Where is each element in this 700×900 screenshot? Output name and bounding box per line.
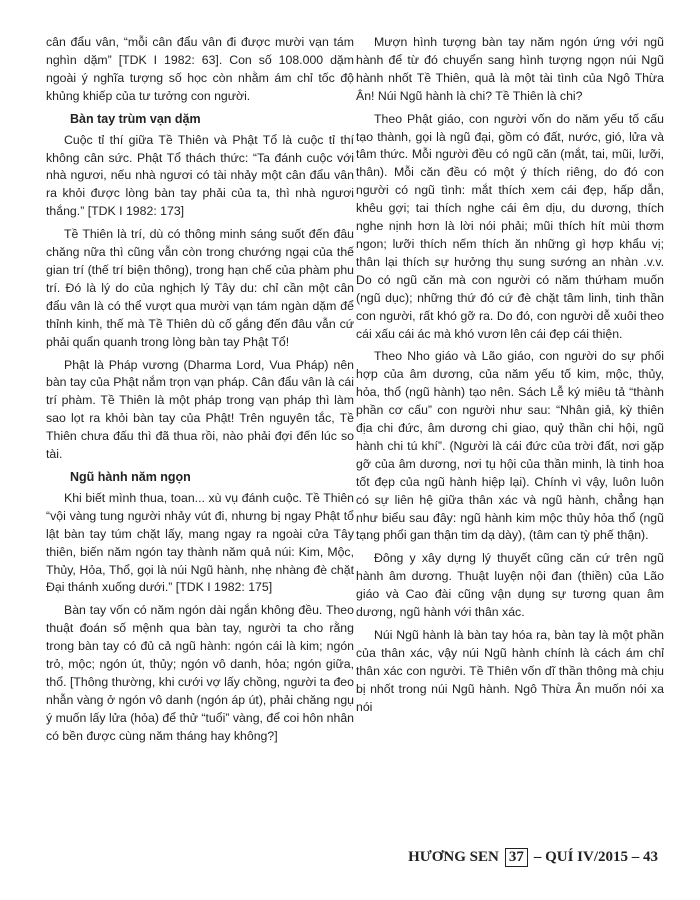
paragraph: Tề Thiên là trí, dù có thông minh sáng suốt đến đâu chăng nữa thì cũng vẫn còn trong chướng ngại của thế gian trí (thế trí biện thông), trong hạn chế của phàm phu trí. Đó là lý do của nghịch lý Tây du: chỉ cần một cân đẩu vân là có thể vượt qua mười vạn tám ngàn dặm để thỉnh kinh, thế mà Tề Thiên dù cố gắng đến đâu vẫn cứ phải quẩn quanh trong lòng bàn tay Phật Tổ! (46, 227, 354, 349)
paragraph: Mượn hình tượng bàn tay năm ngón ứng với ngũ hành để từ đó chuyển sang hình tượng ngọn núi Ngũ hành nhốt Tề Thiên, quả là một tài tình của Ngô Thừa Ân! Núi Ngũ hành là chi? Tề Thiên là chi? (356, 35, 664, 103)
magazine-title: HƯƠNG SEN (408, 849, 499, 865)
section-heading: Bàn tay trùm vạn dặm (70, 111, 201, 126)
paragraph: Cuộc tỉ thí giữa Tề Thiên và Phật Tổ là cuộc tỉ thí không cân sức. Phật Tổ thách thức: “Ta đánh cuộc với nhà ngươi, nếu nhà ngươi có tài nhảy một cân đẩu vân ra khỏi được lòng bàn tay phải của ta, thì nhà ngươi thắng.” [TDK I 1982: 173] (46, 132, 354, 219)
left-column (46, 34, 354, 751)
right-column (356, 34, 664, 722)
paragraph: Theo Phật giáo, con người vốn do năm yếu tố cấu tạo thành, gọi là ngũ đại, gồm có đất, nước, gió, lửa và tâm thức. Mỗi người đều có ngũ căn (mắt, tai, mũi, lưỡi, thân). Mỗi căn đều có một ý thích riêng, do đó con người có ngũ tình: mắt thích xem cái đẹp, hấp dẫn, khêu gợi; tai thích nghe cái êm dịu, du dương, thích nghe nịnh hơn là lời nói phải; mũi thích hít mùi thơm ngon; lưỡi thích nếm thích ăn những gì hợp khẩu vị; thân lại thích sự hưởng thụ sung sướng an nhàn .v.v. Do có ngũ căn mà con người có năm thứham muốn (ngũ dục); những thứ đó cứ đè chặt tâm linh, tinh thần con người, rất khó gỡ ra. Do đó, con người dễ xuôi theo cái xấu cái ác mà khó vươn lên cái đẹp cái thiện. (356, 111, 664, 341)
section-heading: Ngũ hành năm ngọn (70, 469, 191, 484)
page-number: 37 (505, 848, 528, 867)
paragraph: cân đẩu vân, “mỗi cân đẩu vân đi được mười vạn tám nghìn dặm” [TDK I 1982: 63]. Con số 108.000 dặm ngoài ý nghĩa tượng số học còn nhằm ám chỉ tốc độ khủng khiếp của tư tưởng con người. (46, 35, 354, 103)
issue-label: – QUÍ IV/2015 – 43 (533, 849, 658, 865)
paragraph: Núi Ngũ hành là bàn tay hóa ra, bàn tay là một phần của thân xác, vậy núi Ngũ hành chính là cách ám chỉ thân xác con người. Tề Thiên vốn dĩ thần thông mà chịu bị nhốt trong núi Ngũ hành. Ngô Thừa Ân muốn nói xa nói (356, 628, 664, 714)
paragraph: Đông y xây dựng lý thuyết cũng căn cứ trên ngũ hành âm dương. Thuật luyện nội đan (thiền) của Lão giáo và Cao đài cũng vận dụng sự tương quan âm dương, ngũ hành với thân xác. (356, 551, 664, 620)
paragraph: Phật là Pháp vương (Dharma Lord, Vua Pháp) nên bàn tay của Phật nắm trọn vạn pháp. Cân đẩu vân là cái trí phàm. Tề Thiên là một pháp trong vạn pháp thì làm sao lọt ra khỏi bàn tay của Phật! Trên nguyên tắc, Tề Thiên chưa đấu thì đã thua rồi, nào phải đợi đến lúc so tài. (46, 357, 354, 462)
page-footer (408, 848, 658, 867)
paragraph: Khi biết mình thua, toan... xù vụ đánh cuộc. Tề Thiên “vội vàng tung người nhảy vút đi, nhưng bị ngay Phật tổ lật bàn tay túm chặt lấy, mang ngay ra ngoài cửa Tây thiên, biến năm ngón tay thành năm quả núi: Kim, Mộc, Thủy, Hỏa, Thổ, gọi là núi Ngũ hành, nhẹ nhàng đè chặt Đại thánh xuống dưới.” [TDK I 1982: 175] (46, 490, 354, 595)
paragraph: Theo Nho giáo và Lão giáo, con người do sự phối hợp của âm dương, của năm yếu tố kim, mộc, thủy, hỏa, thổ (ngũ hành) tạo nên. Sách Lễ ký miêu tả “thành phần cơ cấu” con người như sau: “Nhân giả, kỳ thiên địa chi đức, âm dương chi giao, quỷ thần chi hội, ngũ hành chi tú khí”. (Người là cái đức của trời đất, nơi gặp gỡ của âm dương, nơi tụ hội của thần minh, là tinh hoa tốt đẹp của ngũ hành hiệp lại). Chính vì vậy, luôn luôn có sự liên hệ giữa thân xác và ngũ hành, chẳng hạn như biểu sau đây: ngũ hành kim mộc thủy hỏa thổ (ngũ tạng phổi gan thận tim dạ dày), (tâm can tỳ phế thận). (356, 349, 664, 543)
paragraph: Bàn tay vốn có năm ngón dài ngắn không đều. Theo thuật đoán số mệnh qua bàn tay, người ta cho rằng trong bàn tay có đủ cả ngũ hành: ngón cái là kim; ngón trỏ, mộc; ngón út, thủy; ngón vô danh, hỏa; ngón giữa, thổ. [Thông thường, khi cưới vợ lấy chồng, người ta đeo nhẫn vàng ở ngón vô danh (ngón áp út), phải chăng ngụ ý muốn lấy lửa (hỏa) để thử “tuổi” vàng, để coi hôn nhân có bền được cùng năm tháng hay không?] (46, 603, 354, 743)
